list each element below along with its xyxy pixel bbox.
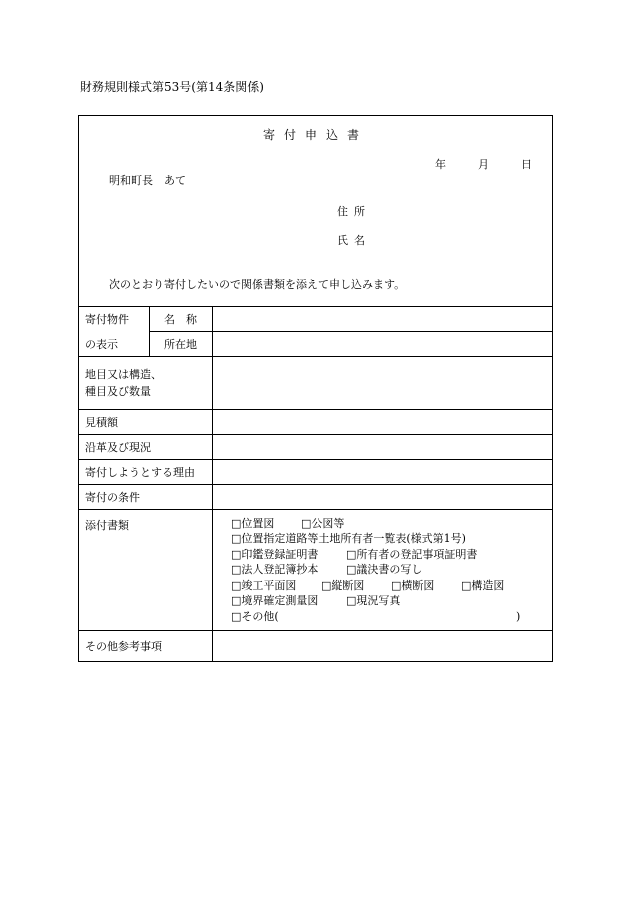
addressee: 明和町長 あて (109, 174, 186, 187)
checkbox-boundary-survey[interactable]: □境界確定測量図 (231, 594, 319, 608)
form-title: 寄付申込書 (263, 128, 369, 142)
address-label: 住所 (337, 205, 371, 218)
property-location-label: 所在地 (150, 332, 213, 357)
day-label: 日 (521, 158, 533, 171)
checkbox-other[interactable]: □その他( (231, 609, 279, 623)
land-structure-label-line2: 種目及び数量 (85, 385, 151, 398)
property-label-bottom: の表示 (79, 332, 150, 357)
application-statement: 次のとおり寄付したいので関係書類を添えて申し込みます。 (109, 278, 406, 291)
land-structure-label (79, 357, 213, 410)
checkbox-seal-certificate[interactable]: □印鑑登録証明書 (231, 547, 319, 561)
year-label: 年 (435, 158, 447, 171)
conditions-field[interactable] (213, 485, 553, 510)
history-label: 沿革及び現況 (79, 435, 213, 460)
form-number: 財務規則様式第53号(第14条関係) (80, 80, 264, 94)
checkbox-road-owner-list[interactable]: □位置指定道路等土地所有者一覧表(様式第1号) (231, 532, 466, 546)
checkbox-cross-section[interactable]: □横断図 (391, 578, 435, 592)
other-notes-label: その他参考事項 (79, 631, 213, 662)
other-notes-field[interactable] (213, 631, 553, 662)
attachments-list (213, 510, 553, 631)
date-line[interactable] (435, 156, 532, 172)
checkbox-completion-plan[interactable]: □竣工平面図 (231, 578, 297, 592)
property-label-top: 寄付物件 (79, 307, 150, 332)
reason-label: 寄付しようとする理由 (79, 460, 213, 485)
property-name-field[interactable] (213, 307, 553, 332)
checkbox-location-map[interactable]: □位置図 (231, 517, 275, 531)
estimate-label: 見積額 (79, 410, 213, 435)
checkbox-resolution-copy[interactable]: □議決書の写し (346, 563, 423, 577)
land-structure-field[interactable] (213, 357, 553, 410)
month-label: 月 (478, 158, 490, 171)
other-close-paren: ) (516, 609, 521, 623)
checkbox-cadastral-map[interactable]: □公図等 (301, 517, 345, 531)
checkbox-corporate-registry[interactable]: □法人登記簿抄本 (231, 563, 319, 577)
reason-field[interactable] (213, 460, 553, 485)
checkbox-longitudinal-section[interactable]: □縦断図 (321, 578, 365, 592)
checkbox-current-photos[interactable]: □現況写真 (346, 594, 401, 608)
estimate-field[interactable] (213, 410, 553, 435)
land-structure-label-line1: 地目又は構造、 (85, 368, 162, 381)
property-location-field[interactable] (213, 332, 553, 357)
property-name-label: 名 称 (150, 307, 213, 332)
history-field[interactable] (213, 435, 553, 460)
checkbox-structure-drawing[interactable]: □構造図 (461, 578, 505, 592)
name-label: 氏名 (337, 234, 371, 247)
checkbox-registry-certificate[interactable]: □所有者の登記事項証明書 (346, 547, 478, 561)
form-header (79, 116, 553, 307)
donation-application-form (78, 115, 553, 662)
conditions-label: 寄付の条件 (79, 485, 213, 510)
attachments-label: 添付書類 (79, 510, 213, 631)
